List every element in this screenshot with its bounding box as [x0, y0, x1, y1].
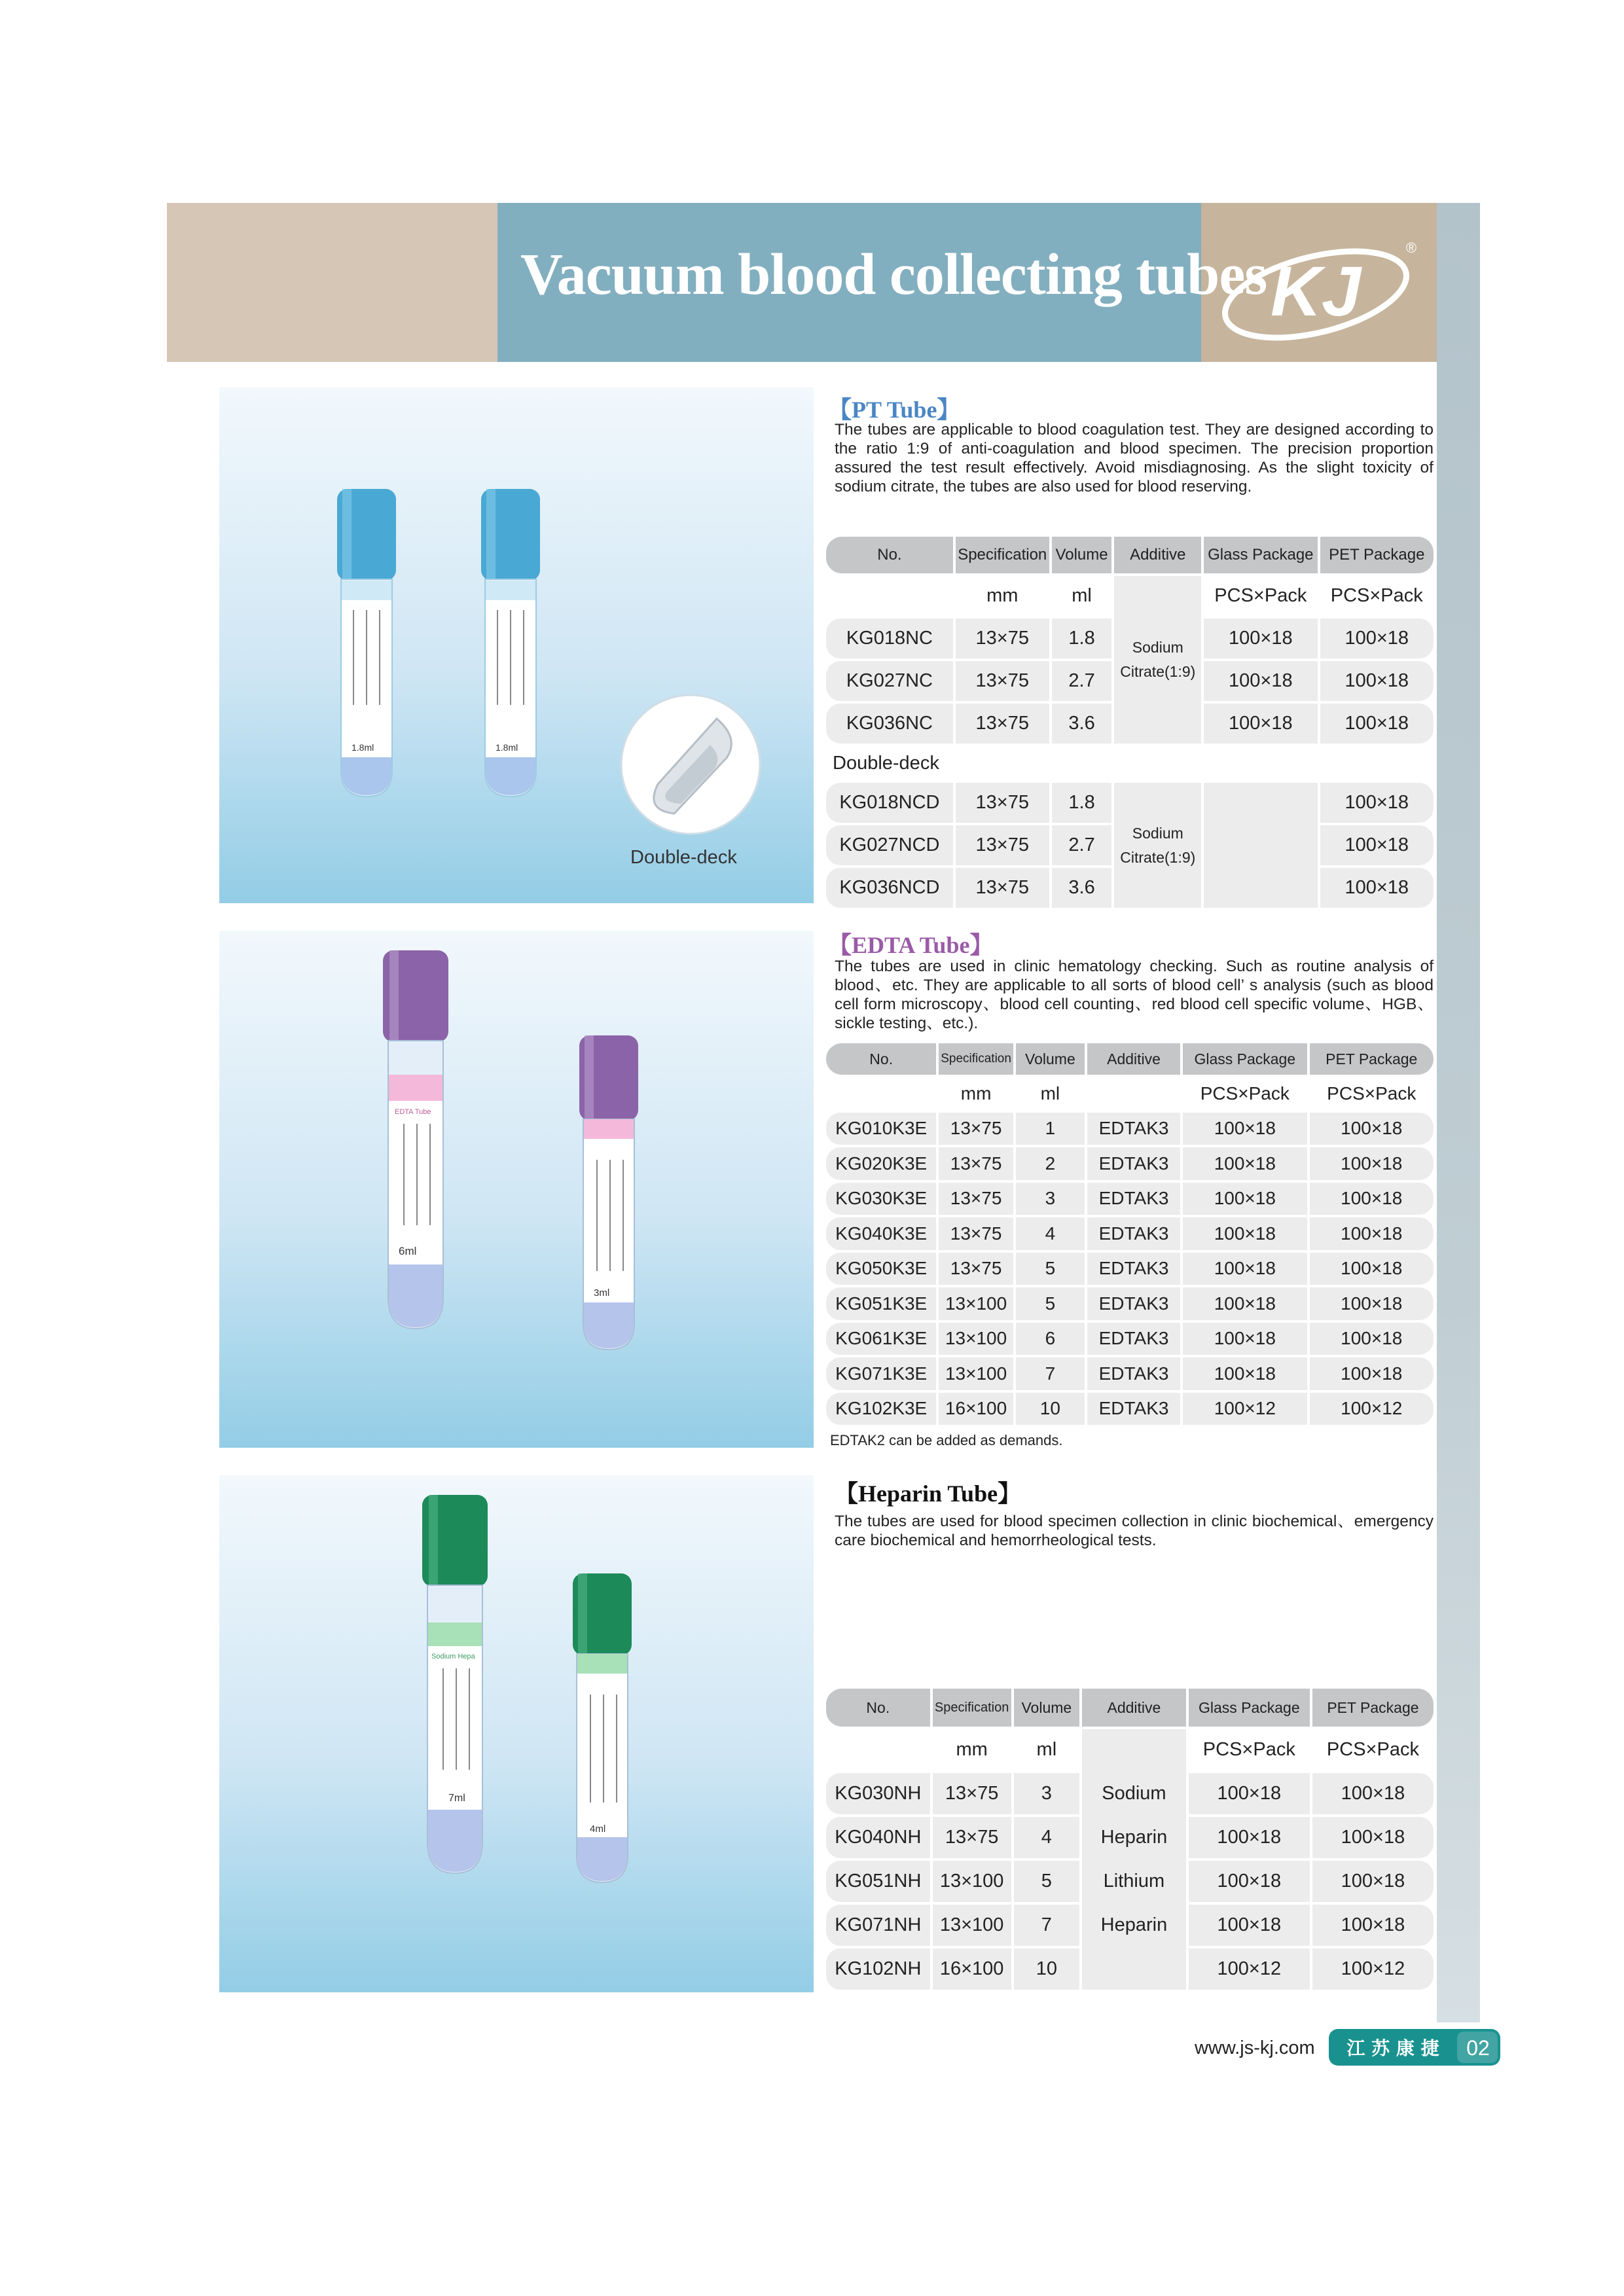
cell-no: KG102NH: [826, 1948, 930, 1990]
cell-no: KG102K3E: [826, 1393, 936, 1426]
unit-blank: [826, 1077, 936, 1110]
col-header-glass: Glass Package: [1183, 1043, 1307, 1075]
cell-additive: EDTAK3: [1087, 1113, 1180, 1145]
unit-glass: PCS×Pack: [1202, 1739, 1295, 1760]
additive-line: Sodium: [1102, 1783, 1166, 1804]
cell-glass: 100×18: [1204, 619, 1317, 658]
heparin-additive-cell: [1082, 1729, 1186, 1990]
unit-pet: PCS×Pack: [1330, 585, 1423, 606]
cell-spec: 13×75: [956, 825, 1049, 865]
col-header-no: No.: [826, 537, 953, 573]
cell-glass: 100×18: [1183, 1147, 1307, 1180]
additive-line: Lithium: [1103, 1871, 1165, 1892]
unit-ml: ml: [1036, 1739, 1057, 1760]
edta-spec-table: [823, 1041, 1436, 1427]
unit-pet: PCS×Pack: [1327, 1083, 1416, 1103]
heparin-section-title: 【Heparin Tube】: [835, 1480, 1022, 1507]
table-subheading-row: [826, 746, 1434, 780]
edta-note: EDTAK2 can be added as demands.: [830, 1432, 1063, 1448]
cell-pet: 100×12: [1312, 1948, 1434, 1990]
header-left-band: [167, 203, 497, 362]
col-header-volume: Volume: [1014, 1689, 1079, 1727]
unit-mm: mm: [986, 585, 1019, 606]
cell-volume: 1.8: [1052, 619, 1112, 658]
table-header-row: [826, 1043, 1434, 1075]
col-header-no: No.: [826, 1043, 936, 1075]
cell-volume: 4: [1016, 1217, 1085, 1250]
cell-no: KG061K3E: [826, 1323, 936, 1355]
cell-pet: 100×18: [1320, 619, 1434, 658]
cell-glass: 100×18: [1204, 661, 1317, 701]
cell-pet: 100×18: [1310, 1147, 1434, 1180]
double-deck-magnifier: [619, 692, 763, 836]
heparin-tube-small: [566, 1573, 638, 1901]
cell-no: KG018NC: [826, 619, 953, 658]
cell-no: KG040NH: [826, 1817, 930, 1858]
cell-additive: EDTAK3: [1087, 1323, 1180, 1355]
edta-tube-label: EDTA Tube: [395, 1108, 431, 1116]
company-name-cn: 江 苏 康 捷: [1346, 2037, 1439, 2059]
unit-glass: PCS×Pack: [1214, 585, 1307, 606]
heparin-tube-volume-small: 4ml: [590, 1823, 606, 1835]
magnifier-caption: Double-deck: [630, 847, 737, 868]
cell-pet: 100×18: [1312, 1773, 1434, 1814]
additive-line: [1082, 1947, 1186, 1988]
col-header-spec: Specification: [956, 537, 1049, 573]
cell-pet: 100×18: [1320, 783, 1434, 823]
cell-spec: 16×100: [933, 1948, 1011, 1990]
heparin-tube-label: Sodium Hepa: [431, 1653, 475, 1660]
cell-additive: EDTAK3: [1087, 1217, 1180, 1250]
col-header-volume: Volume: [1052, 537, 1112, 573]
additive-line1: Sodium: [1132, 824, 1183, 842]
right-side-band: [1437, 203, 1480, 2022]
heparin-tube-volume-large: 7ml: [448, 1793, 465, 1804]
cell-pet: 100×18: [1310, 1323, 1434, 1355]
col-header-glass: Glass Package: [1189, 1689, 1310, 1727]
cell-glass: 100×18: [1183, 1323, 1307, 1355]
cell-no: KG036NCD: [826, 868, 953, 908]
cell-volume: 5: [1016, 1253, 1085, 1285]
cell-glass: 100×18: [1183, 1183, 1307, 1215]
cell-spec: 16×100: [939, 1393, 1013, 1426]
cell-no: KG030NH: [826, 1773, 930, 1814]
logo-text: KJ: [1270, 251, 1362, 331]
unit-ml: ml: [1072, 585, 1092, 606]
kj-logo: [1218, 229, 1427, 347]
cell-glass: 100×18: [1204, 704, 1317, 744]
cell-glass: 100×18: [1189, 1861, 1310, 1902]
table-row: [826, 1253, 1434, 1285]
table-row: [826, 783, 1434, 823]
cell-no: KG040K3E: [826, 1217, 936, 1250]
cell-additive: EDTAK3: [1087, 1393, 1180, 1426]
cell-spec: 13×75: [939, 1147, 1013, 1180]
cell-glass: 100×18: [1183, 1357, 1307, 1390]
double-deck-subheading: Double-deck: [833, 752, 939, 774]
cell-volume: 7: [1014, 1905, 1079, 1946]
cell-spec: 13×75: [956, 704, 1049, 744]
heparin-description: The tubes are used for blood specimen collection in clinic biochemical、emergency care biochemical and hemorrheological tests.: [835, 1513, 1434, 1549]
cell-volume: 4: [1014, 1817, 1079, 1858]
edta-tube-volume-small: 3ml: [594, 1287, 610, 1299]
heparin-spec-table: [823, 1686, 1436, 1992]
pt-tube-1: [331, 489, 403, 816]
cell-volume: 6: [1016, 1323, 1085, 1355]
pt-spec-table: [823, 534, 1436, 910]
cell-no: KG018NCD: [826, 783, 953, 823]
cell-no: KG030K3E: [826, 1183, 936, 1215]
cell-pet: 100×12: [1310, 1393, 1434, 1426]
cell-volume: 3.6: [1052, 704, 1112, 744]
unit-blank: [826, 1729, 930, 1770]
pt-additive-cell: [1114, 576, 1201, 744]
cell-volume: 2: [1016, 1147, 1085, 1180]
cell-volume: 3.6: [1052, 868, 1112, 908]
cell-glass: 100×18: [1189, 1817, 1310, 1858]
cell-volume: 10: [1014, 1948, 1079, 1990]
cell-pet: 100×18: [1310, 1183, 1434, 1215]
unit-mm: mm: [960, 1083, 992, 1103]
cell-no: KG051NH: [826, 1861, 930, 1902]
cell-glass-empty: [1204, 783, 1317, 908]
page-title: Vacuum blood collecting tubes: [520, 242, 1267, 307]
edta-tube-volume-large: 6ml: [399, 1245, 417, 1257]
cell-spec: 13×75: [956, 619, 1049, 658]
col-header-spec: Specification: [933, 1689, 1011, 1727]
cell-pet: 100×18: [1312, 1905, 1434, 1946]
cell-spec: 13×100: [933, 1905, 1011, 1946]
cell-additive: EDTAK3: [1087, 1253, 1180, 1285]
col-header-volume: Volume: [1016, 1043, 1085, 1075]
heparin-tube-large: [416, 1495, 494, 1888]
table-row: [826, 1147, 1434, 1180]
edta-tube-large: [376, 950, 455, 1343]
cell-pet: 100×18: [1310, 1287, 1434, 1320]
cell-spec: 13×75: [956, 661, 1049, 701]
additive-spacer: [1082, 1731, 1186, 1772]
col-header-no: No.: [826, 1689, 930, 1727]
edta-tube-photo: [219, 931, 814, 1448]
col-header-pet: PET Package: [1310, 1043, 1434, 1075]
table-header-row: [826, 1689, 1434, 1727]
cell-spec: 13×100: [933, 1861, 1011, 1902]
cell-pet: 100×18: [1312, 1817, 1434, 1858]
additive-line: Heparin: [1100, 1914, 1168, 1935]
registered-mark: ®: [1405, 240, 1417, 256]
cell-glass: 100×18: [1189, 1905, 1310, 1946]
cell-volume: 10: [1016, 1393, 1085, 1426]
cell-glass: 100×18: [1189, 1773, 1310, 1814]
cell-pet: 100×18: [1310, 1253, 1434, 1285]
cell-pet: 100×18: [1320, 825, 1434, 865]
cell-no: KG010K3E: [826, 1113, 936, 1145]
cell-spec: 13×75: [933, 1773, 1011, 1814]
pt-tube-1-volume: 1.8ml: [352, 742, 374, 753]
table-unit-row: [826, 576, 1434, 616]
cell-additive: EDTAK3: [1087, 1183, 1180, 1215]
table-header-row: [826, 537, 1434, 573]
pt-tube-2: [475, 489, 547, 816]
cell-spec: 13×75: [956, 783, 1049, 823]
col-header-glass: Glass Package: [1204, 537, 1317, 573]
cell-spec: 13×75: [939, 1217, 1013, 1250]
cell-pet: 100×18: [1312, 1861, 1434, 1902]
col-header-pet: PET Package: [1320, 537, 1434, 573]
cell-glass: 100×12: [1183, 1393, 1307, 1426]
cell-no: KG027NC: [826, 661, 953, 701]
website-link[interactable]: www.js-kj.com: [1195, 2037, 1315, 2058]
col-header-pet: PET Package: [1312, 1689, 1434, 1727]
cell-glass: 100×18: [1183, 1287, 1307, 1320]
cell-volume: 3: [1014, 1773, 1079, 1814]
table-row: [826, 1217, 1434, 1250]
unit-glass: PCS×Pack: [1200, 1083, 1290, 1103]
page-number: 02: [1466, 2036, 1490, 2060]
cell-spec: 13×100: [939, 1287, 1013, 1320]
cell-pet: 100×18: [1310, 1113, 1434, 1145]
cell-volume: 1.8: [1052, 783, 1112, 823]
heparin-tube-photo: [219, 1475, 814, 1992]
edta-section-title: 【EDTA Tube】: [828, 932, 994, 958]
cell-spec: 13×75: [939, 1183, 1013, 1215]
cell-no: KG071NH: [826, 1905, 930, 1946]
table-row: [826, 1393, 1434, 1426]
table-row: [826, 1287, 1434, 1320]
additive-line2: Citrate(1:9): [1120, 848, 1196, 866]
table-row: [826, 1323, 1434, 1355]
cell-volume: 7: [1016, 1357, 1085, 1390]
col-header-additive: Additive: [1087, 1043, 1180, 1075]
col-header-spec: Specification: [939, 1043, 1013, 1075]
cell-additive: EDTAK3: [1087, 1287, 1180, 1320]
unit-mm: mm: [956, 1739, 988, 1760]
cell-no: KG071K3E: [826, 1357, 936, 1390]
col-header-additive: Additive: [1114, 537, 1201, 573]
cell-no: KG027NCD: [826, 825, 953, 865]
unit-ml: ml: [1040, 1083, 1060, 1103]
additive-line1: Sodium: [1132, 639, 1183, 656]
unit-blank: [1087, 1077, 1180, 1110]
cell-pet: 100×18: [1310, 1217, 1434, 1250]
additive-line: Heparin: [1100, 1827, 1168, 1848]
cell-no: KG020K3E: [826, 1147, 936, 1180]
table-row: [826, 1357, 1434, 1390]
cell-spec: 13×75: [956, 868, 1049, 908]
cell-pet: 100×18: [1320, 661, 1434, 701]
cell-glass: 100×18: [1183, 1217, 1307, 1250]
cell-pet: 100×18: [1310, 1357, 1434, 1390]
cell-spec: 13×75: [939, 1253, 1013, 1285]
cell-volume: 1: [1016, 1113, 1085, 1145]
cell-additive: EDTAK3: [1087, 1357, 1180, 1390]
cell-spec: 13×75: [939, 1113, 1013, 1145]
cell-volume: 2.7: [1052, 825, 1112, 865]
cell-pet: 100×18: [1320, 704, 1434, 744]
footer-badge: [1329, 2029, 1500, 2066]
cell-no: KG050K3E: [826, 1253, 936, 1285]
pt-tube-2-volume: 1.8ml: [496, 742, 518, 753]
cell-spec: 13×75: [933, 1817, 1011, 1858]
cell-additive: EDTAK3: [1087, 1147, 1180, 1180]
cell-glass: 100×12: [1189, 1948, 1310, 1990]
cell-volume: 3: [1016, 1183, 1085, 1215]
cell-glass: 100×18: [1183, 1253, 1307, 1285]
table-row: [826, 1183, 1434, 1215]
cell-glass: 100×18: [1183, 1113, 1307, 1145]
cell-volume: 5: [1016, 1287, 1085, 1320]
cell-volume: 5: [1014, 1861, 1079, 1902]
cell-no: KG036NC: [826, 704, 953, 744]
unit-pet: PCS×Pack: [1326, 1739, 1419, 1760]
col-header-additive: Additive: [1082, 1689, 1186, 1727]
table-unit-row: [826, 1729, 1434, 1770]
cell-spec: 13×100: [939, 1357, 1013, 1390]
edta-tube-small: [573, 1035, 645, 1363]
pt-description: The tubes are applicable to blood coagulation test. They are designed according to the ratio 1:9 of anti-coagulation and blood specimen. The precision proportion assured the test result effectively. Avoid misdiagnosing. As the slight toxicity of sodium citrate, the tubes are also used for blood reserving.: [835, 421, 1434, 495]
cell-volume: 2.7: [1052, 661, 1112, 701]
table-unit-row: [826, 1077, 1434, 1110]
edta-description: The tubes are used in clinic hematology checking. Such as routine analysis of blood、etc. They are applicable to all sorts of blood cell’ s analysis (such as blood cell form microscopy、blood cell counting、red blood cell specific volume、HGB、sickle testing、etc.).: [835, 958, 1434, 1032]
additive-line2: Citrate(1:9): [1120, 663, 1196, 680]
pt-section-title: 【PT Tube】: [828, 397, 961, 423]
cell-no: KG051K3E: [826, 1287, 936, 1320]
pt-dd-additive-cell: [1114, 783, 1201, 908]
cell-spec: 13×100: [939, 1323, 1013, 1355]
table-row: [826, 1113, 1434, 1145]
cell-pet: 100×18: [1320, 868, 1434, 908]
unit-blank: [826, 576, 953, 616]
